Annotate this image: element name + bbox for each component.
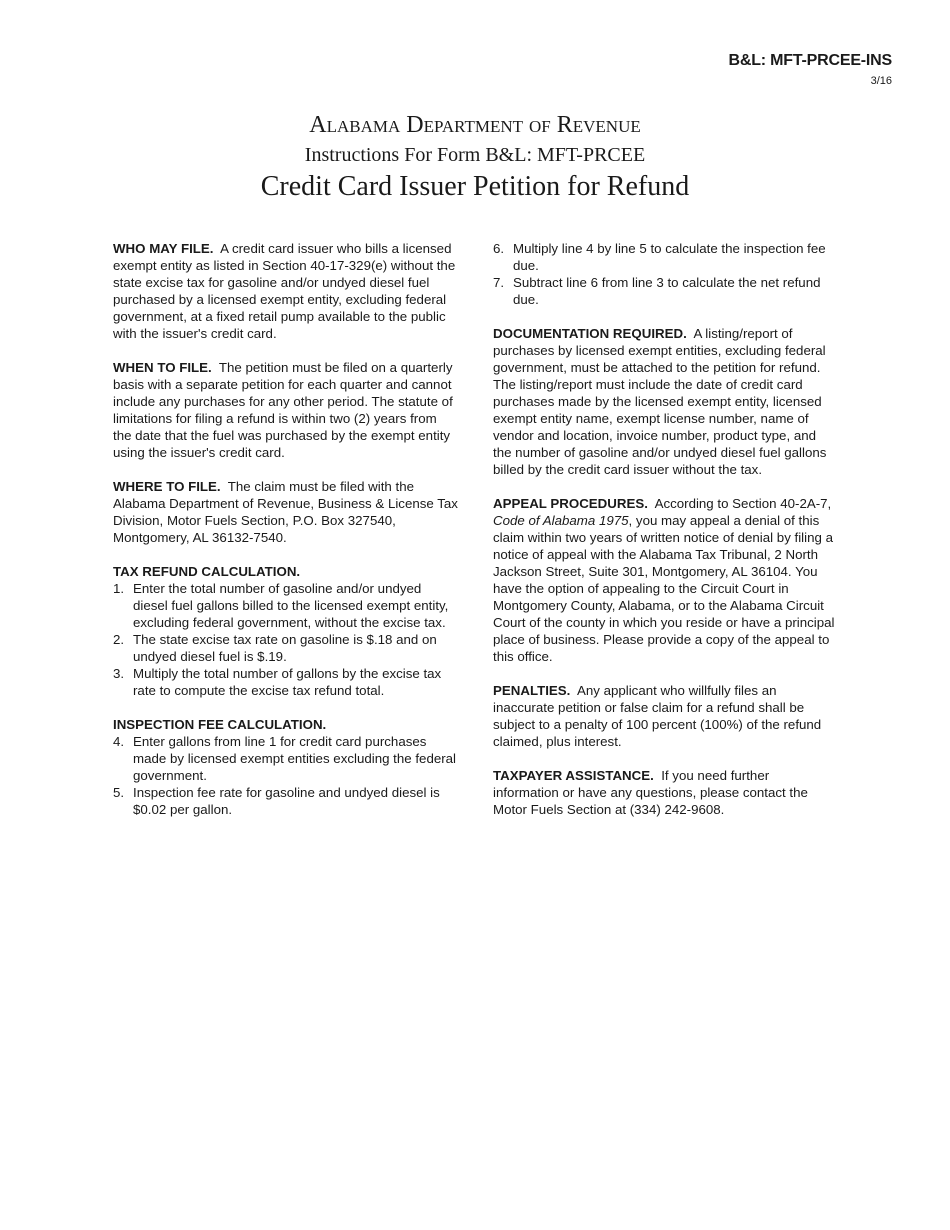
- list-item: 4. Enter gallons from line 1 for credit card purchases made by licensed exempt entities excluding the federal government.: [113, 734, 457, 783]
- section-text: The petition must be filed on a quarterly basis with a separate petition for each quarter and cannot include any purchases for any other period. The statute of limitations for filing a refund is within two (2) years from the date that the fuel was purchased by the exempt entity using the issuer's credit card.: [113, 360, 453, 460]
- code-citation: Code of Alabama 1975: [493, 513, 629, 528]
- instructions-subtitle: Instructions For Form B&L: MFT-PRCEE: [304, 144, 646, 166]
- when-to-file-section: [113, 359, 458, 461]
- document-header: [0, 110, 950, 204]
- section-text: A credit card issuer who bills a licensed exempt entity as listed in Section 40-17-329(e) without the state excise tax for gasoline and/or undyed diesel fuel purchased by a licensed exempt entity, excluding federal government, at a fixed retail pump available to the public with the issuer's credit card.: [113, 241, 456, 341]
- section-heading: TAXPAYER ASSISTANCE.: [493, 768, 654, 783]
- inspection-fee-calculation-section: [113, 716, 458, 818]
- section-text: , you may appeal a denial of this claim within two years of written notice of denial by filing a notice of appeal with the Alabama Tax Tribunal, 2 North Jackson Street, Suite 301, Montgomery, AL 36104. You have the option of appealing to the Circuit Court in Montgomery County, Alabama, or to the Alabama Circuit Court of the county in which you reside or have a principal place of business. Please provide a copy of the appeal to this office.: [493, 513, 835, 664]
- penalties-section: [493, 682, 838, 750]
- right-column: [493, 240, 838, 835]
- form-code: B&L: MFT-PRCEE-INS: [728, 52, 892, 69]
- section-heading: WHO MAY FILE.: [113, 241, 214, 256]
- list-item: 5. Inspection fee rate for gasoline and undyed diesel is $0.02 per gallon.: [113, 785, 440, 817]
- list-item: 3. Multiply the total number of gallons by the excise tax rate to compute the excise tax refund total.: [113, 666, 442, 698]
- section-text: Any applicant who willfully files an inaccurate petition or false claim for a refund shall be subject to a penalty of 100 percent (100%) of the refund claimed, plus interest.: [493, 683, 822, 749]
- where-to-file-section: [113, 478, 458, 546]
- appeal-procedures-section: [493, 495, 838, 665]
- list-item: 2. The state excise tax rate on gasoline is $.18 and on undyed diesel fuel is $.19.: [113, 632, 437, 664]
- list-item: 1. Enter the total number of gasoline and/or undyed diesel fuel gallons billed to the licensed exempt entity, excluding federal government, without the excise tax.: [113, 581, 449, 630]
- inspection-fee-steps: [113, 733, 458, 818]
- section-heading: PENALTIES.: [493, 683, 571, 698]
- agency-name: Alabama Department of Revenue: [309, 112, 641, 138]
- inspection-fee-continued: [493, 240, 838, 308]
- tax-refund-calculation-section: [113, 563, 458, 699]
- who-may-file-section: [113, 240, 458, 342]
- tax-refund-steps: [113, 580, 458, 699]
- section-text: A listing/report of purchases by licensed exempt entities, excluding federal government, must be attached to the petition for refund. The listing/report must include the date of credit card purchases made by the licensed exempt entity, licensed exempt entity name, exempt license number, name of vendor and location, invoice number, product type, and the number of gasoline and/or undyed diesel fuel gallons billed by the credit card issuer without the tax.: [493, 326, 827, 477]
- taxpayer-assistance-section: [493, 767, 838, 818]
- section-heading: TAX REFUND CALCULATION.: [113, 564, 301, 579]
- form-revision-date: 3/16: [870, 75, 892, 87]
- section-heading: WHERE TO FILE.: [113, 479, 221, 494]
- section-heading: WHEN TO FILE.: [113, 360, 212, 375]
- section-text: According to Section 40-2A-7,: [654, 496, 832, 511]
- left-column: [113, 240, 458, 835]
- section-heading: INSPECTION FEE CALCULATION.: [113, 717, 327, 732]
- section-text: The claim must be filed with the Alabama Department of Revenue, Business & License Tax Division, Motor Fuels Section, P.O. Box 327540, Montgomery, AL 36132-7540.: [113, 479, 458, 545]
- section-heading: DOCUMENTATION REQUIRED.: [493, 326, 687, 341]
- document-title: Credit Card Issuer Petition for Refund: [260, 171, 690, 202]
- documentation-required-section: [493, 325, 838, 478]
- section-text: If you need further information or have any questions, please contact the Motor Fuels Section at (334) 242-9608.: [493, 768, 808, 817]
- section-heading: APPEAL PROCEDURES.: [493, 496, 648, 511]
- inspection-fee-steps-continued: [493, 240, 838, 308]
- list-item: 7. Subtract line 6 from line 3 to calculate the net refund due.: [493, 275, 821, 307]
- list-item: 6. Multiply line 4 by line 5 to calculate the inspection fee due.: [493, 241, 826, 273]
